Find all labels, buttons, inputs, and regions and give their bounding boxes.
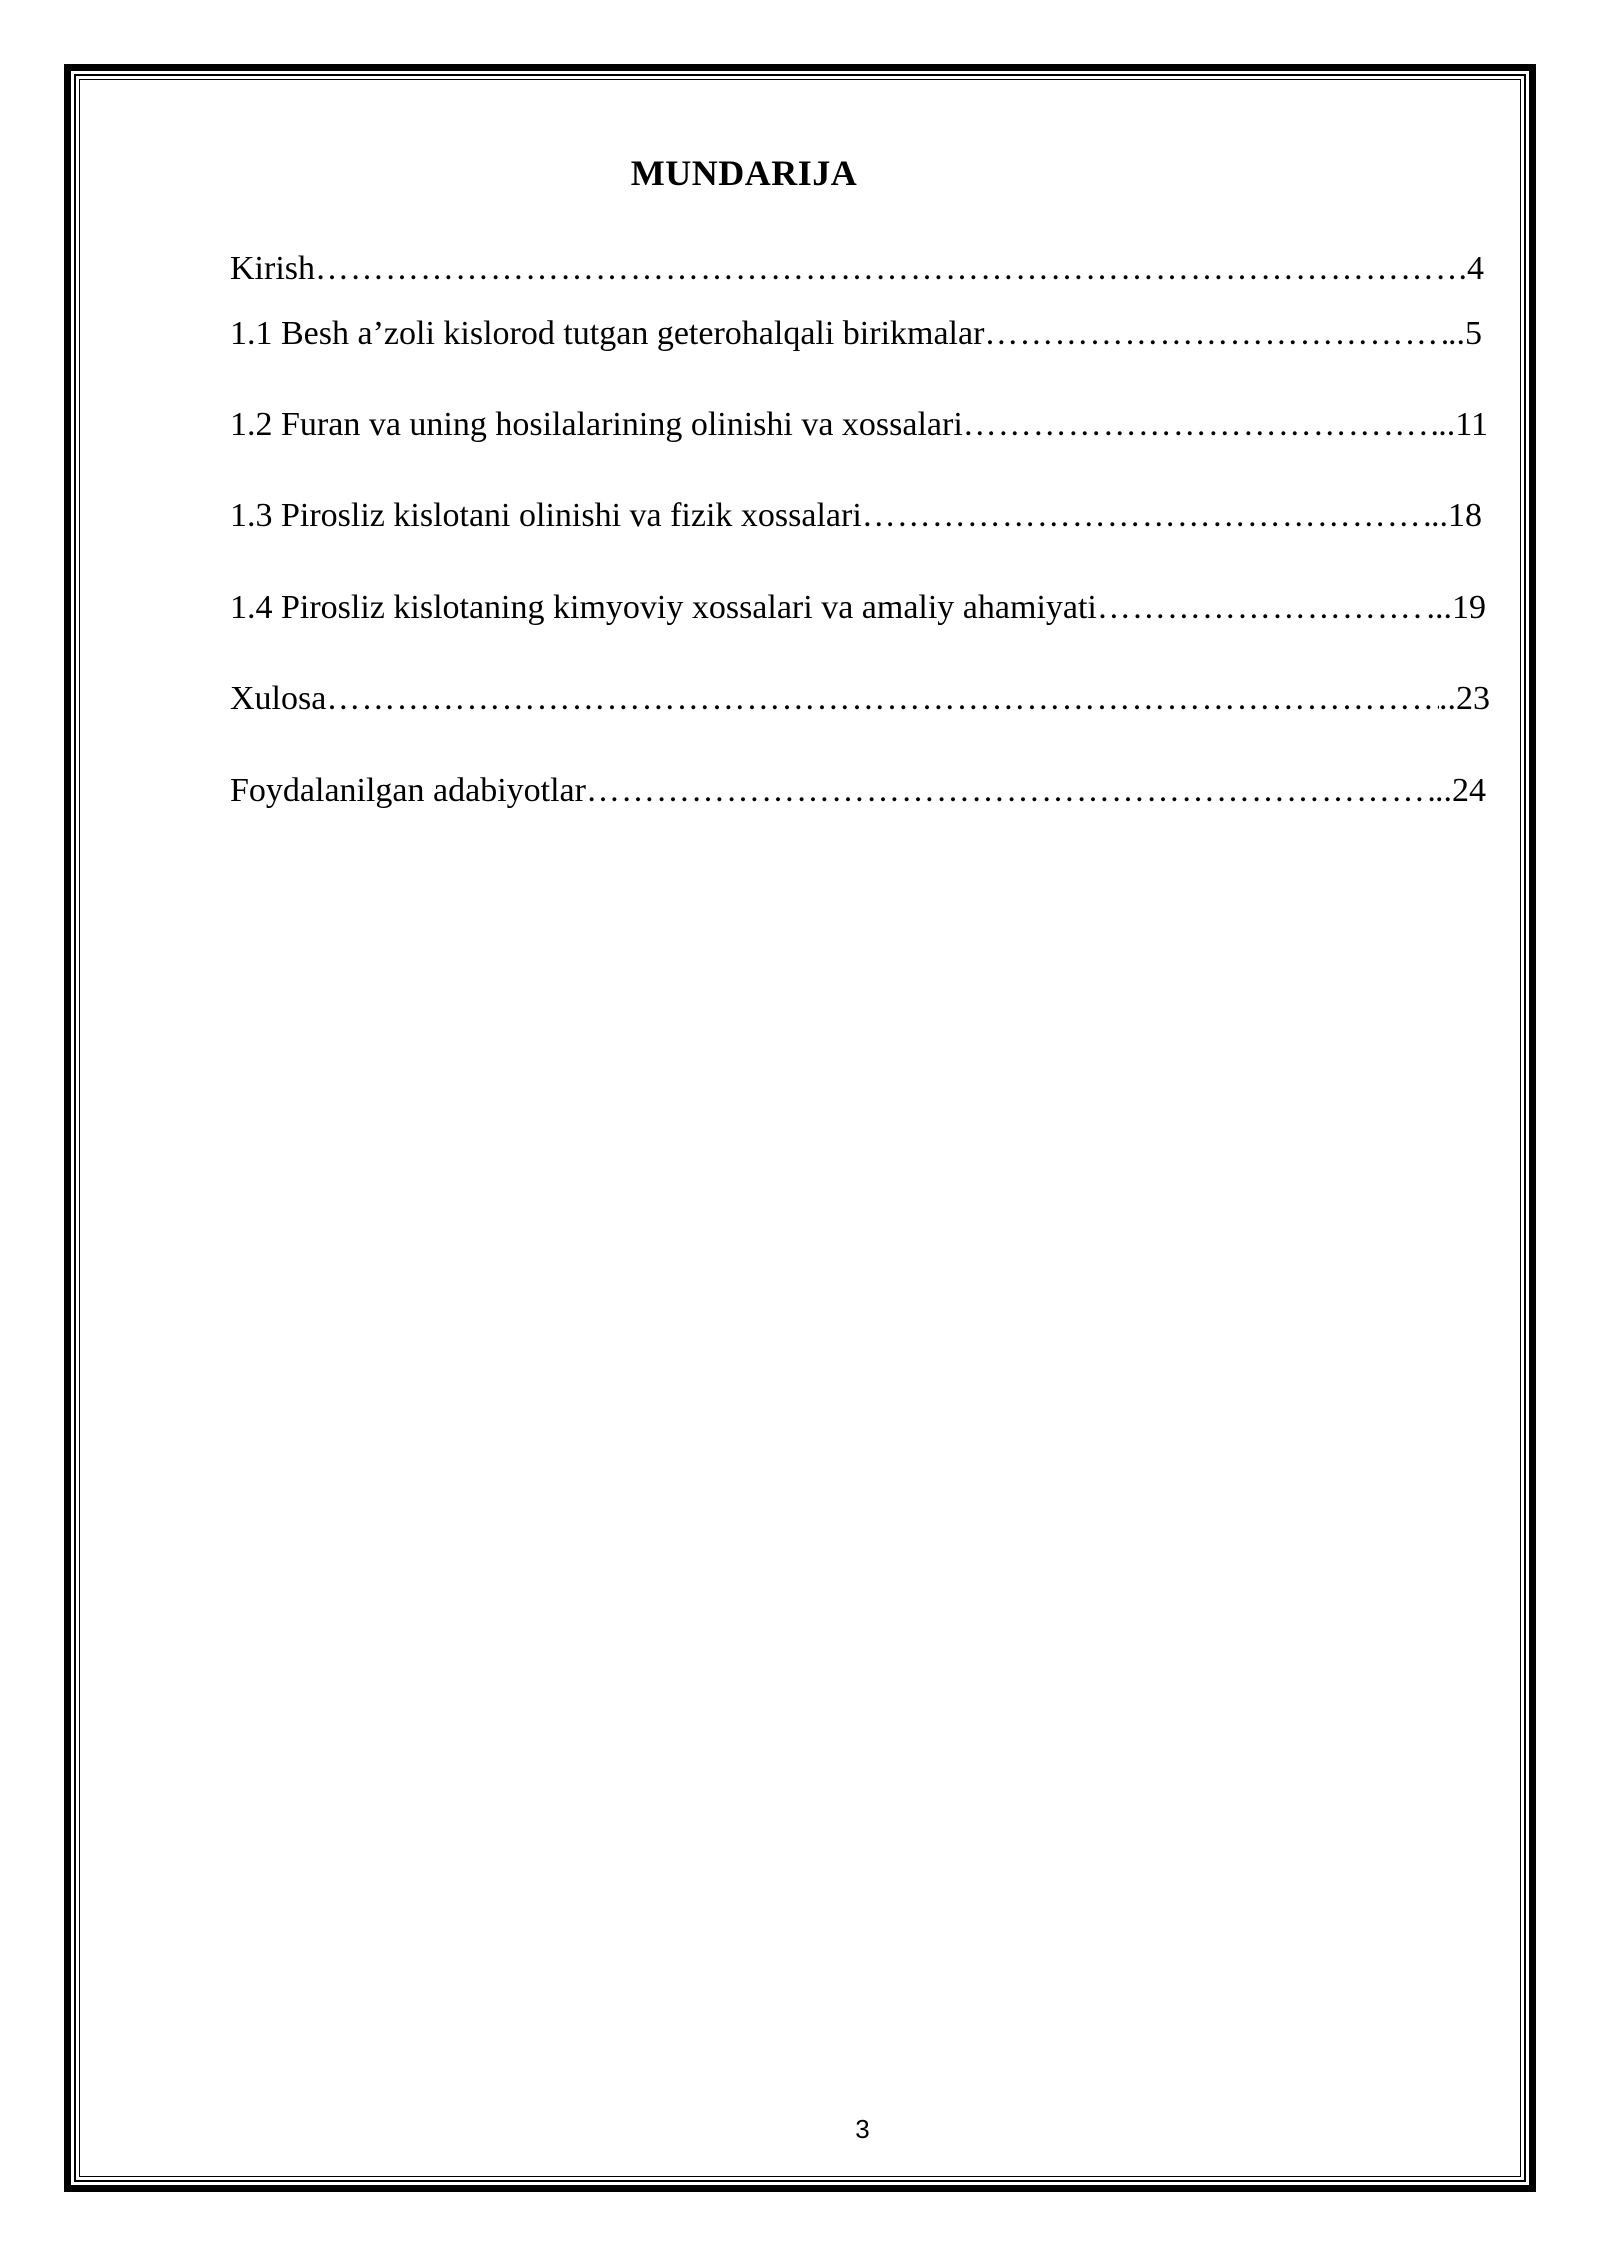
toc-entry-label: Foydalanilgan adabiyotlar [230, 772, 586, 809]
toc-entry-1-3[interactable] [230, 497, 1482, 535]
page-title: MUNDARIJA [630, 153, 858, 193]
toc-entry-page: ...19 [1426, 589, 1486, 626]
toc-leader-dots [963, 406, 1438, 444]
toc-entry-1-1[interactable] [230, 315, 1482, 353]
toc-entry-label: 1.4 Pirosliz kislotaning kimyoviy xossalari va amaliy ahamiyati [230, 589, 1097, 626]
toc-entry-kirish[interactable] [230, 250, 1484, 288]
toc-leader-dots [586, 772, 1435, 810]
toc-entry-label: 1.2 Furan va uning hosilalarining olinishi va xossalari [230, 406, 963, 443]
toc-entry-page: ..23 [1439, 680, 1490, 717]
toc-entry-label: Kirish [230, 250, 315, 287]
toc-leader-dots [862, 497, 1431, 535]
toc-entry-1-4[interactable] [230, 589, 1486, 627]
toc-entry-page: .4 [1458, 250, 1484, 287]
toc-entry-label: 1.1 Besh a’zoli kislorod tutgan geterohalqali birikmalar [230, 315, 985, 352]
toc-leader-dots [984, 315, 1448, 353]
toc-leader-dots [326, 680, 1439, 718]
page-border-innermost [79, 79, 1521, 2177]
toc-entry-adabiyotlar[interactable] [230, 772, 1486, 810]
toc-entry-page: ..11 [1438, 406, 1488, 443]
toc-entry-page: ..5 [1448, 315, 1482, 352]
page-number: 3 [855, 2114, 870, 2144]
toc-leader-dots [1097, 589, 1427, 627]
toc-leader-dots [315, 250, 1459, 288]
toc-entry-label: Xulosa [230, 680, 327, 717]
toc-entry-page: ..18 [1431, 497, 1482, 534]
toc-entry-label: 1.3 Pirosliz kislotani olinishi va fizik xossalari [230, 497, 862, 534]
toc-entry-1-2[interactable] [230, 406, 1488, 444]
toc-entry-xulosa[interactable] [230, 680, 1490, 718]
toc-entry-page: ..24 [1435, 772, 1486, 809]
